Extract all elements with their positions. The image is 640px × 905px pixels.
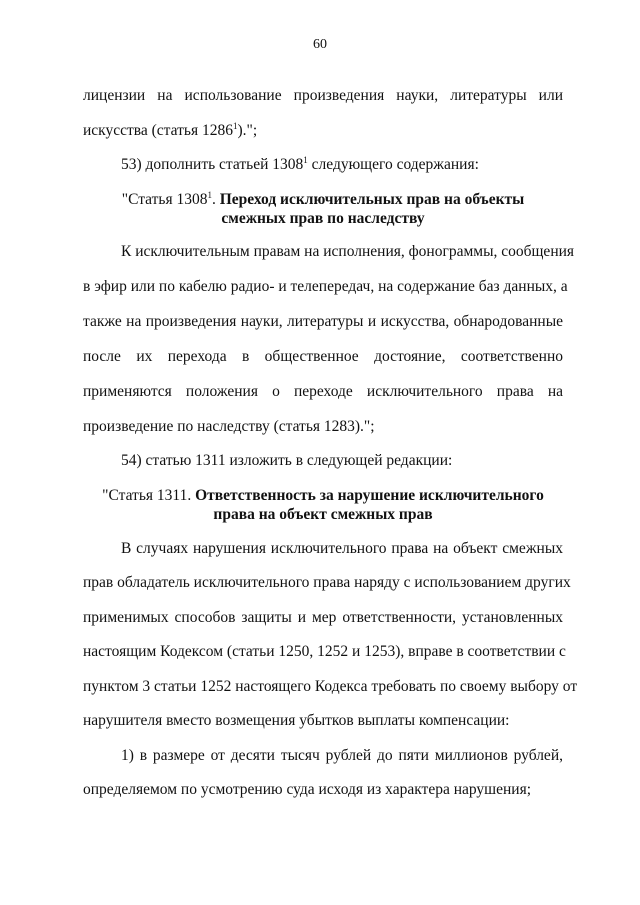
paragraph-line: лицензии на использование произведения науки, литературы или bbox=[83, 87, 563, 104]
paragraph-line: после их перехода в общественное достояние, соответственно bbox=[83, 348, 563, 365]
article-heading-1308-1: "Статья 1308$^1$. Переход исключительных прав на объекты bbox=[121, 190, 525, 208]
paragraph-line: произведение по наследству (статья 1283)."; bbox=[83, 418, 375, 435]
paragraph-line: пунктом 3 статьи 1252 настоящего Кодекса требовать по своему выбору от bbox=[83, 678, 578, 695]
paragraph-line: нарушителя вместо возмещения убытков выплаты компенсации: bbox=[83, 712, 510, 729]
article-heading-1311-line2: права на объект смежных прав bbox=[213, 506, 433, 523]
paragraph-line: в эфир или по кабелю радио- и телепередач, на содержание баз данных, а bbox=[83, 278, 568, 295]
paragraph-line: В случаях нарушения исключительного права на объект смежных bbox=[121, 540, 563, 557]
paragraph-line: К исключительным правам на исполнения, фонограммы, сообщения bbox=[121, 243, 575, 260]
article-heading-1308-1-line2: смежных прав по наследству bbox=[221, 210, 425, 227]
subitem-1-line: определяемом по усмотрению суда исходя из характера нарушения; bbox=[83, 781, 532, 798]
subitem-1-line: 1) в размере от десяти тысяч рублей до пяти миллионов рублей, bbox=[121, 747, 563, 764]
list-item-53: 53) дополнить статьей 1308$^1$ следующего содержания: bbox=[121, 155, 479, 173]
paragraph-line: также на произведения науки, литературы и искусства, обнародованные bbox=[83, 313, 563, 330]
paragraph-line: настоящим Кодексом (статьи 1250, 1252 и 1253), вправе в соответствии с bbox=[83, 643, 566, 660]
list-item-54: 54) статью 1311 изложить в следующей редакции: bbox=[121, 452, 453, 469]
paragraph-line: прав обладатель исключительного права наряду с использованием других bbox=[83, 574, 571, 591]
page-number: 60 bbox=[313, 37, 327, 52]
paragraph-line: искусства (статья 1286$^1$)."; bbox=[83, 121, 258, 139]
paragraph-line: применяются положения о переходе исключительного права на bbox=[83, 383, 563, 400]
article-heading-1311: "Статья 1311. Ответственность за нарушение исключительного bbox=[102, 487, 544, 504]
paragraph-line: применимых способов защиты и мер ответственности, установленных bbox=[83, 609, 563, 626]
